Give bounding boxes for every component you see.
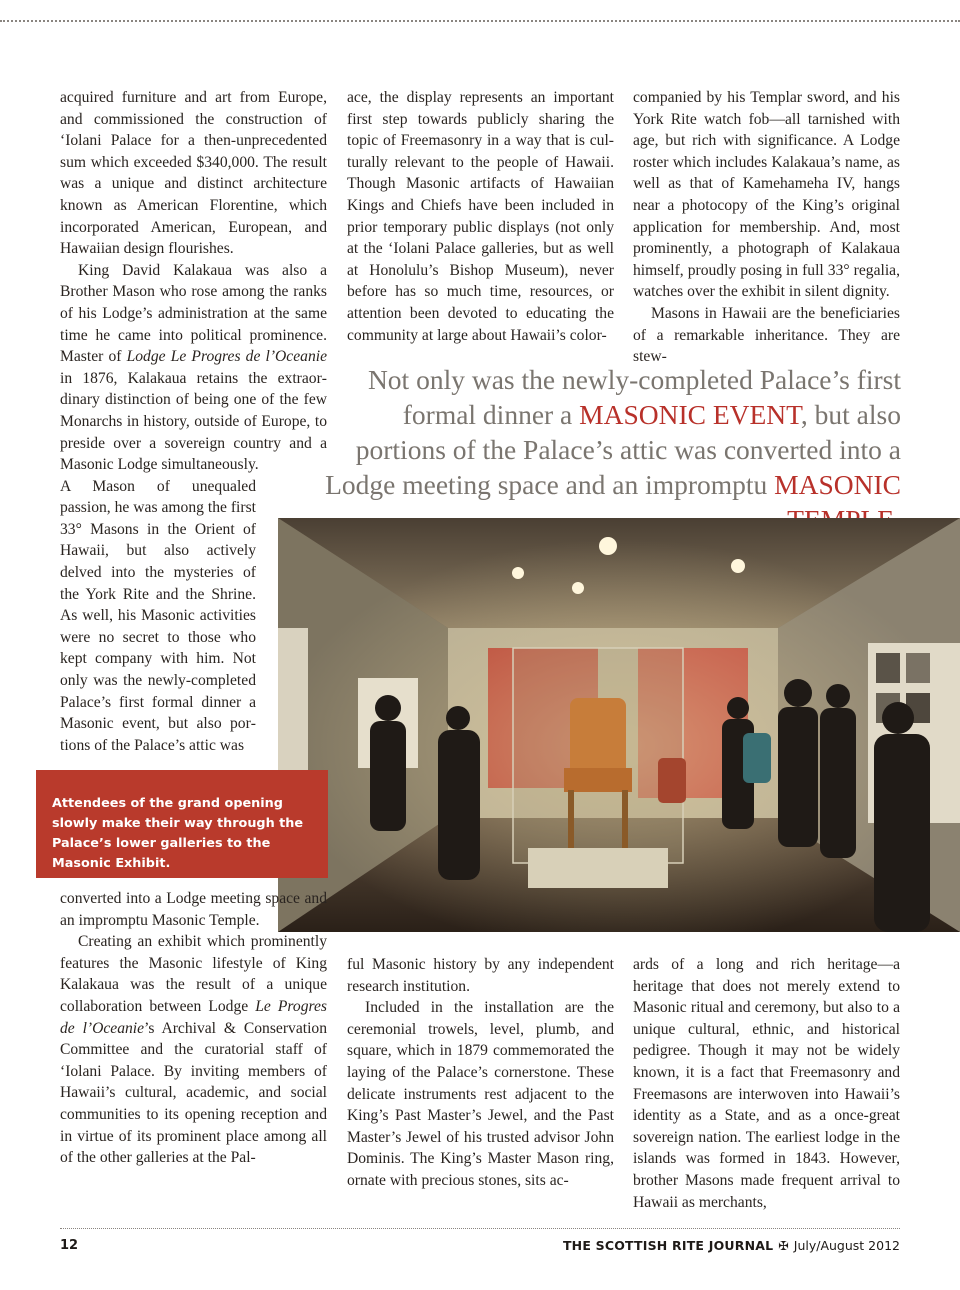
article-column-1-lower: [60, 888, 327, 1169]
paragraph-continued: ful Masonic history by any independent research institution.: [347, 956, 614, 995]
lodge-name: Lodge Le Progres de l’Oceanie: [126, 348, 327, 366]
article-column-3-lower: [633, 954, 900, 1213]
journal-name: THE SCOTTISH RITE JOURNAL: [562, 1238, 774, 1253]
paragraph: ace, the display represents an important first step towards publicly sharing the topic of Freemasonry in a way that is culturally relevant to the people of Hawaii. Though Masonic artifacts of Hawaiian Kings and Chiefs have been included in prior temporary public displays (not only at the ‘Iolani Palace galleries, but as well at Honolulu’s Bishop Museum), never before has so much time, resources, or attention been devoted to educating the community at large about Hawaii’s color-: [347, 89, 614, 344]
pull-quote-highlight: MASONIC EVENT: [579, 399, 801, 430]
footer-divider: [60, 1228, 900, 1229]
running-footer: [563, 1238, 900, 1253]
photo-caption: Attendees of the grand opening slowly make their way through the Palace’s lower galleries to the Masonic Exhibit.: [36, 770, 328, 878]
paragraph: Creating an exhibit which prominently features the Masonic lifestyle of King Kalakaua was the result of a unique collaboration between Lodge Le Progres de l’Oceanie’s Archival & Conservation Committee and the curatorial staff of ‘Iolani Palace. By inviting members of Hawaii’s cultural, academic, and social communities to its opening reception and in virtue of its prominent place among all of the other galleries at the Pal-: [60, 933, 328, 1167]
top-divider: [0, 20, 960, 22]
cross-icon: ✠: [778, 1238, 789, 1253]
article-column-3: [633, 87, 900, 368]
paragraph-continued: ards of a long and rich heritage—a heritage that does not merely extend to Masonic ritual and ceremony, but also to a unique cultural, ethnic, and historical pedigree. Though it may not be widely known, it is a fact that Freemasonry and Freemasons are interwoven into Hawaii’s identity as a State, and as a once-great sovereign nation. The earliest lodge in the islands was formed in 1843. However, brother Masons made frequent arrival to Hawaii as merchants,: [633, 956, 900, 1211]
issue-date: July/August 2012: [793, 1238, 900, 1253]
paragraph: Included in the installation are the ceremonial trowels, level, plumb, and square, which in 1879 commemorated the laying of the Palace’s cornerstone. These delicate instruments rest adjacent to the King’s Past Master’s Jewel, and the Past Master’s Jewel of his trusted advisor John Dominis. The King’s Master Mason ring, ornate with precious stones, sits ac-: [347, 999, 614, 1189]
paragraph-continued: converted into a Lodge meeting space and an impromptu Masonic Temple.: [60, 890, 327, 929]
exhibit-photo: [278, 518, 960, 932]
exhibit-photo-illustration: [278, 518, 960, 932]
pull-quote-highlight: MASONIC: [774, 469, 901, 500]
page-number: 12: [60, 1238, 79, 1253]
lodge-name: Le Progres de l’Oceanie: [60, 997, 327, 1037]
article-column-2: [347, 87, 614, 346]
paragraph: King David Kalakaua was also a Brother Mason who rose among the ranks of his Lodge’s administration at the same time he came into political prominence. Master of Lodge Le Progres de l’Oceanie in 1876, Kalakaua retains the extraordinary distinction of being one of the few Monarchs in history, outside of Europe, to preside over a sovereign country and a Masonic Lodge simultaneously.: [60, 261, 327, 474]
article-column-2-lower: [347, 954, 614, 1192]
paragraph: Masons in Hawaii are the beneficiaries of a remarkable inheritance. They are stew-: [633, 304, 900, 366]
paragraph-continued: A Mason of unequaled passion, he was among the first 33° Masons in the Orient of Hawaii, but also actively delved into the mysteries of the York Rite and the Shrine. As well, his Masonic activities were no secret to those who kept company with him. Not only was the newly-completed Palace’s first formal dinner a Masonic event, but also portions of the Palace’s attic was: [60, 477, 256, 754]
pull-quote: Not only was the newly-completed Palace’s first formal dinner a MASONIC EVENT, but also portions of the Palace’s attic was converted into a Lodge meeting space and an impromptu MASONIC: [325, 362, 901, 537]
paragraph: acquired furniture and art from Europe, and commissioned the construction of ‘Iolani Palace for a then-unprecedented sum which exceeded $340,000. The result was a unique and distinct architecture known as American Florentine, which incorporated American, European, and Hawaiian design flourishes.: [60, 89, 327, 258]
paragraph: companied by his Templar sword, and his York Rite watch fob—all tarnished with age, but rich with significance. A Lodge roster which includes Kalakaua’s name, as well as that of Kamehameha IV, hangs near a photocopy of the King’s original application for membership. And, most prominently, a photograph of Kalakaua himself, proudly posing in full 33° regalia, watches over the exhibit in silent dignity.: [633, 89, 900, 301]
